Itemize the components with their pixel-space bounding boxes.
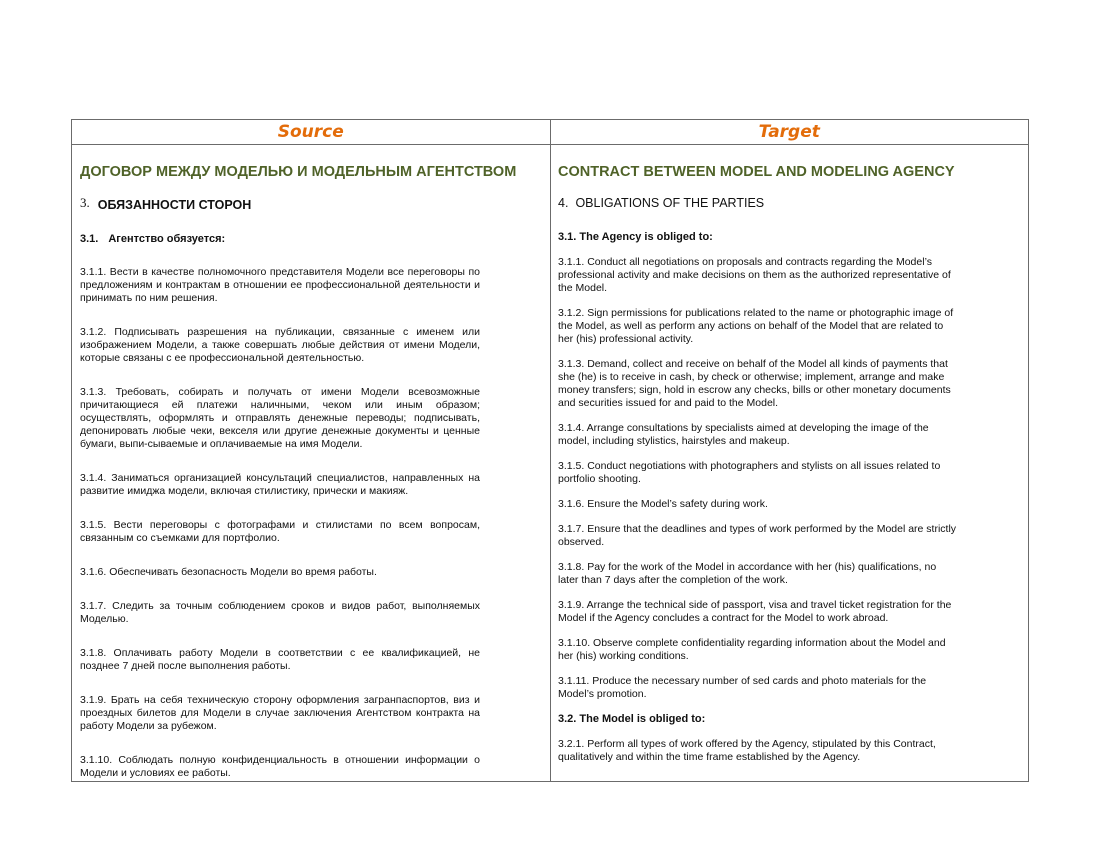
target-section-heading [558,195,958,211]
target-item: 3.1.1. Conduct all negotiations on proposals and contracts regarding the Model’s professional activity and make decisions on them as the authorized representative of the Model. [558,256,951,294]
source-item: 3.1.1. Вести в качестве полномочного представителя Модели все переговоры по предложениям и контрактам в отношении ее профессиональной деятельности и принимать по ним решения. [80,266,480,304]
target-item: 3.2.1. Perform all types of work offered by the Agency, stipulated by this Contract, qualitatively and within the time frame established by the Agency. [558,738,936,763]
source-item: 3.1.10. Соблюдать полную конфиденциальность в отношении информации о Модели и условиях ее работы. [80,754,480,779]
target-item: 3.1.3. Demand, collect and receive on behalf of the Model all kinds of payments that she (he) is to receive in cash, by check or otherwise; implement, arrange and make money transfers; sign, hold in escrow any checks, bills or other monetary documents and securities issued for and paid to the Model. [558,358,951,409]
target-section-number: 4. [558,196,569,210]
target-section-title: OBLIGATIONS OF THE PARTIES [575,196,765,210]
source-item: 3.1.7. Следить за точным соблюдением сроков и видов работ, выполняемых Моделью. [80,600,480,625]
source-subsection-number: 3.1. [80,233,99,245]
target-item: 3.1.2. Sign permissions for publications related to the name or photographic image of the Model, as well as perform any actions on behalf of the Model that are related to her (his) professional activity. [558,307,954,345]
source-column [72,145,550,781]
target-item: 3.1.9. Arrange the technical side of passport, visa and travel ticket registration for the Model if the Agency concludes a contract for the Model to work abroad. [558,599,952,624]
translation-table [71,119,1029,782]
source-section-title: ОБЯЗАННОСТИ СТОРОН [97,198,252,212]
source-section-number: 3. [80,195,90,210]
target-item: 3.1.7. Ensure that the deadlines and types of work performed by the Model are strictly observed. [558,523,957,548]
target-item: 3.1.5. Conduct negotiations with photographers and stylists on all issues related to portfolio shooting. [558,460,941,485]
source-column-header: Source [277,122,344,142]
target-item: 3.1.8. Pay for the work of the Model in accordance with her (his) qualifications, no later than 7 days after the completion of the work. [558,561,937,586]
source-item: 3.1.8. Оплачивать работу Модели в соответствии с ее квалификацией, не позднее 7 дней после выполнения работы. [80,647,480,672]
source-subsection-title: Агентство обязуется: [108,233,226,245]
target-item: 3.1.6. Ensure the Model’s safety during work. [558,498,768,510]
target-column [550,145,1028,781]
source-title: ДОГОВОР МЕЖДУ МОДЕЛЬЮ И МОДЕЛЬНЫМ АГЕНТСТВОМ [80,164,517,180]
source-item: 3.1.2. Подписывать разрешения на публикации, связанные с именем или изображением Модели, а также совершать любые действия от имени Модели, которые связаны с ее профессиональной деятельностью. [80,326,480,364]
target-subsection-heading: 3.2. The Model is obliged to: [558,713,706,725]
source-subsection-heading [80,232,480,246]
target-item: 3.1.4. Arrange consultations by specialists aimed at developing the image of the model, including stylistics, hairstyles and makeup. [558,422,929,447]
source-item: 3.1.6. Обеспечивать безопасность Модели во время работы. [80,566,377,578]
target-item: 3.1.11. Produce the necessary number of sed cards and photo materials for the Model’s promotion. [558,675,927,700]
table-body-row [72,145,1028,781]
target-column-header: Target [550,120,1029,144]
source-item: 3.1.3. Требовать, собирать и получать от имени Модели всевозможные причитающиеся ей платежи наличными, чеком или иным образом; осуществлять, оформлять и отправлять денежные переводы; подписывать, депонировать любые чеки, векселя или другие денежные документы и ценные бумаги, выпи-сываемые и оплачиваемые на имя Модели. [80,386,480,450]
target-item: 3.1.10. Observe complete confidentiality regarding information about the Model and her (his) working conditions. [558,637,946,662]
target-title: CONTRACT BETWEEN MODEL AND MODELING AGENCY [558,164,955,180]
source-item: 3.1.9. Брать на себя техническую сторону оформления загранпаспортов, виз и проездных билетов для Модели в случае заключения Агентством контракта на работу Модели за рубежом. [80,694,480,732]
table-header-row [72,120,1028,145]
source-item: 3.1.4. Заниматься организацией консультаций специалистов, направленных на развитие имиджа модели, включая стилистику, прически и макияж. [80,472,480,497]
target-subsection-heading: 3.1. The Agency is obliged to: [558,231,713,243]
source-section-heading [80,195,480,213]
source-item: 3.1.5. Вести переговоры с фотографами и стилистами по всем вопросам, связанным со съемками для портфолио. [80,519,480,544]
